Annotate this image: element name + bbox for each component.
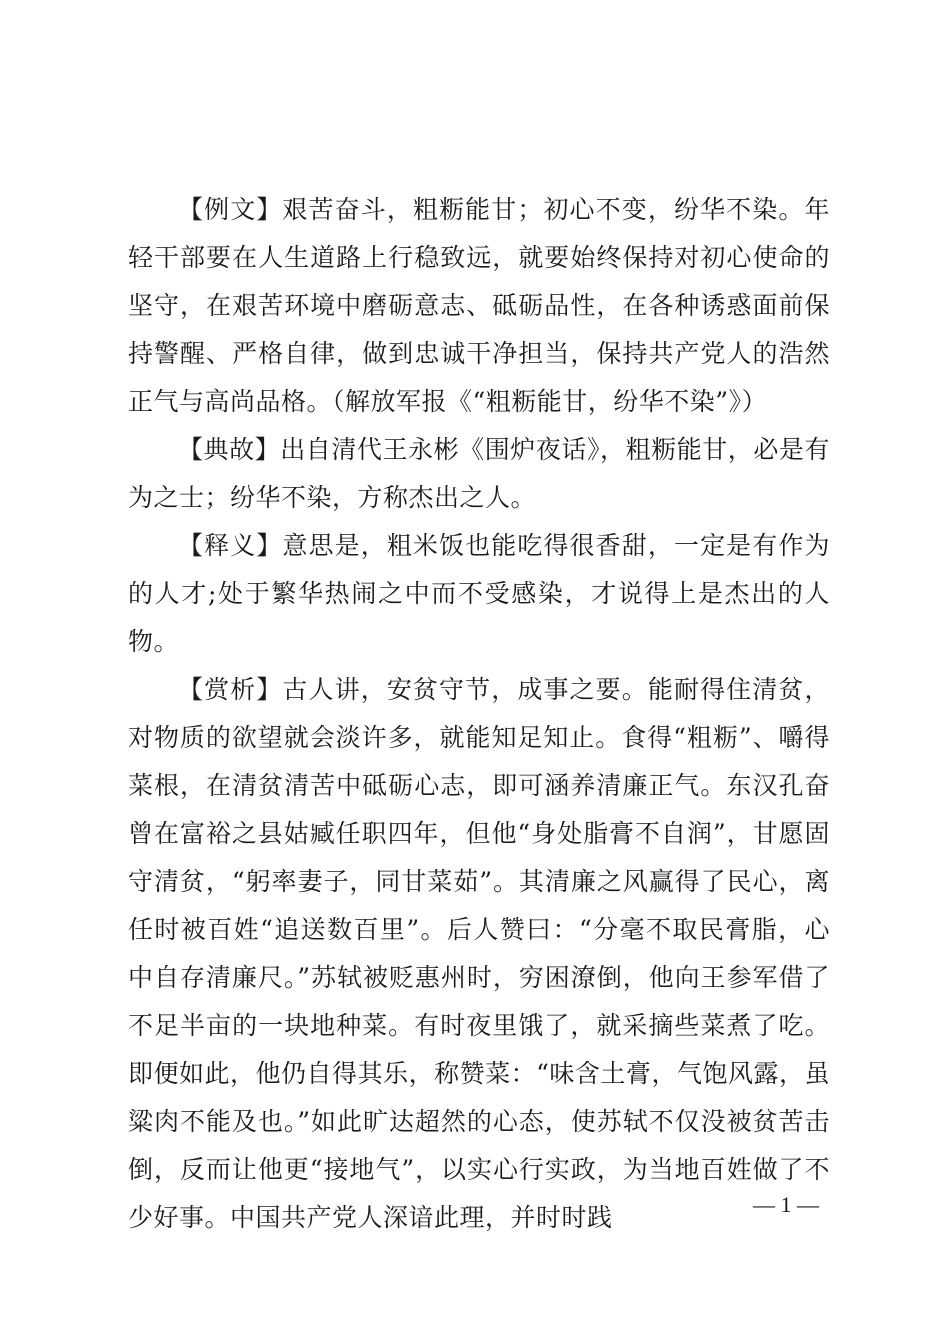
paragraph-interpretation: 【释义】意思是，粗米饭也能吃得很香甜，一定是有作为的人才;处于繁华热闹之中而不受感染，才说得上是杰出的人物。 (128, 531, 830, 656)
paragraph-allusion: 【典故】出自清代王永彬《围炉夜话》，粗粝能甘，必是有为之士；纷华不染，方称杰出之人。 (128, 435, 830, 512)
body-text (128, 186, 830, 1242)
paragraph-example: 【例文】艰苦奋斗，粗粝能甘；初心不变，纷华不染。年轻干部要在人生道路上行稳致远，就要始终保持对初心使命的坚守，在艰苦环境中磨砺意志、砥砺品性，在各种诱惑面前保持警醒、严格自律，做到忠诚干净担当，保持共产党人的浩然正气与高尚品格。（解放军报《“粗粝能甘，纷华不染”》） (128, 195, 830, 416)
page-number: — 1 — (753, 1192, 819, 1217)
paragraph-appreciation: 【赏析】古人讲，安贫守节，成事之要。能耐得住清贫，对物质的欲望就会淡许多，就能知足知止。食得“粗粝”、嚼得菜根，在清贫清苦中砥砺心志，即可涵养清廉正气。东汉孔奋曾在富裕之县姑臧任职四年，但他“身处脂膏不自润”，甘愿固守清贫，“躬率妻子，同甘菜茹”。其清廉之风赢得了民心，离任时被百姓“追送数百里”。后人赞曰：“分毫不取民膏脂，心中自存清廉尺。”苏轼被贬惠州时，穷困潦倒，他向王参军借了不足半亩的一块地种菜。有时夜里饿了，就采摘些菜煮了吃。即便如此，他仍自得其乐，称赞菜：“味含土膏，气饱风露，虽粱肉不能及也。”如此旷达超然的心态，使苏轼不仅没被贫苦击倒，反而让他更“接地气”，以实心行实政，为当地百姓做了不少好事。中国共产党人深谙此理，并时时践 (128, 675, 830, 1232)
